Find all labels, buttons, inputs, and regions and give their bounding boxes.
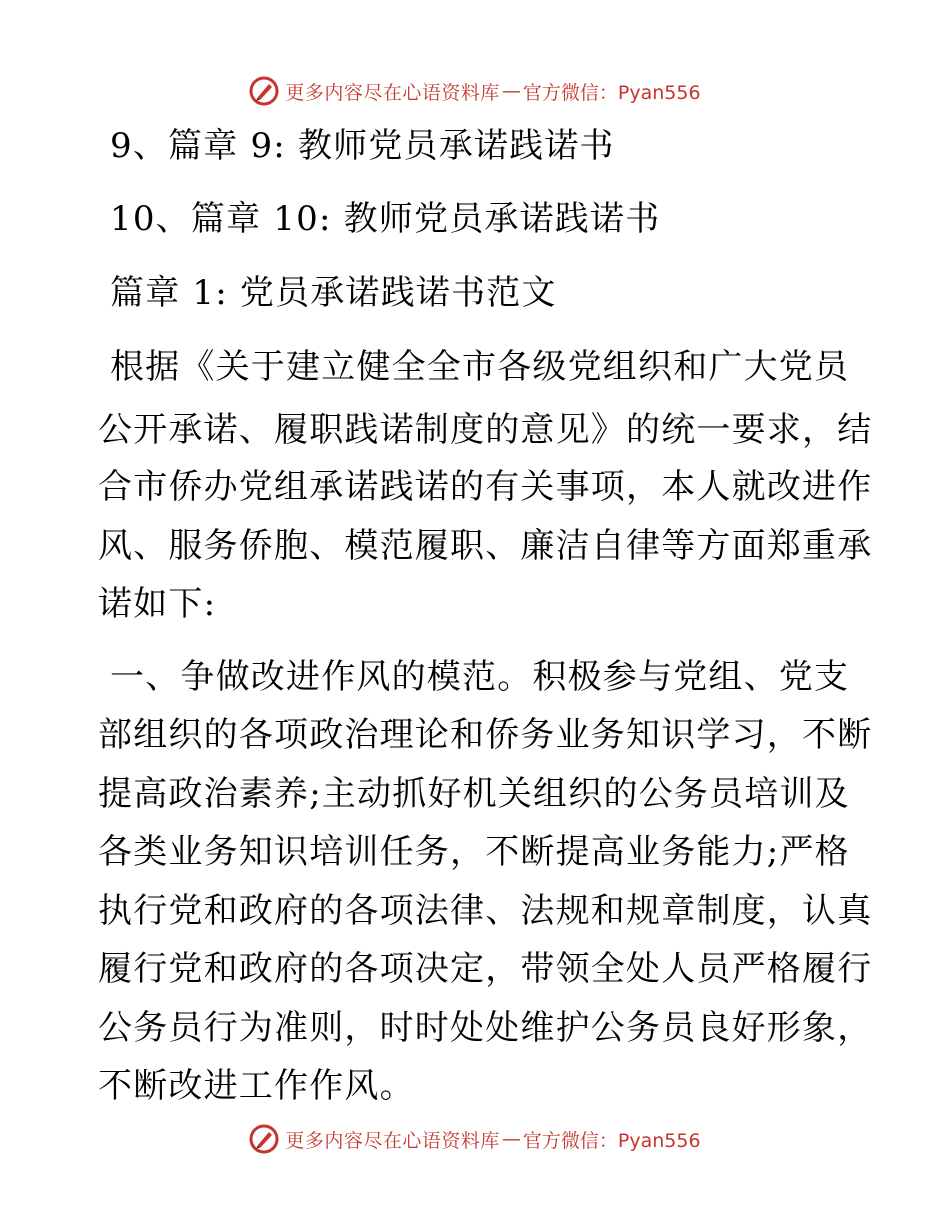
header-watermark (0, 71, 950, 111)
watermark-main-text: 更多内容尽在心语资料库 (285, 1129, 500, 1152)
watermark-sub-text: 官方微信：Pyan556 (522, 81, 701, 104)
paragraph-line: 各类业务知识培训任务，不断提高业务能力;严格 (98, 832, 850, 872)
pen-logo-icon (249, 76, 279, 106)
paragraph-line: 诺如下: (98, 584, 217, 624)
toc-item-9: 9、篇章 9: 教师党员承诺践诺书 (98, 126, 615, 166)
watermark-sub-text: 官方微信：Pyan556 (522, 1129, 701, 1152)
footer-watermark (0, 1119, 950, 1159)
watermark-separator: — (501, 80, 521, 102)
paragraph-line: 不断改进工作作风。 (98, 1066, 415, 1106)
section-heading: 篇章 1: 党员承诺践诺书范文 (98, 273, 557, 313)
paragraph-line: 根据《关于建立健全全市各级党组织和广大党员 (98, 347, 850, 387)
paragraph-line: 公务员行为准则，时时处处维护公务员良好形象， (98, 1008, 873, 1048)
watermark-main-text: 更多内容尽在心语资料库 (285, 81, 500, 104)
paragraph-line: 部组织的各项政治理论和侨务业务知识学习，不断 (98, 715, 873, 755)
paragraph-line: 合市侨办党组承诺践诺的有关事项，本人就改进作 (98, 467, 873, 507)
toc-item-10: 10、篇章 10: 教师党员承诺践诺书 (98, 199, 661, 239)
paragraph-line: 执行党和政府的各项法律、法规和规章制度，认真 (98, 891, 873, 931)
paragraph-line: 风、服务侨胞、模范履职、廉洁自律等方面郑重承 (98, 526, 873, 566)
watermark-separator: — (501, 1128, 521, 1150)
paragraph-line: 履行党和政府的各项决定，带领全处人员严格履行 (98, 949, 873, 989)
pen-logo-icon (249, 1124, 279, 1154)
paragraph-line: 一、争做改进作风的模范。积极参与党组、党支 (98, 657, 850, 697)
paragraph-line: 公开承诺、履职践诺制度的意见》的统一要求，结 (98, 410, 873, 450)
paragraph-line: 提高政治素养;主动抓好机关组织的公务员培训及 (98, 774, 850, 814)
